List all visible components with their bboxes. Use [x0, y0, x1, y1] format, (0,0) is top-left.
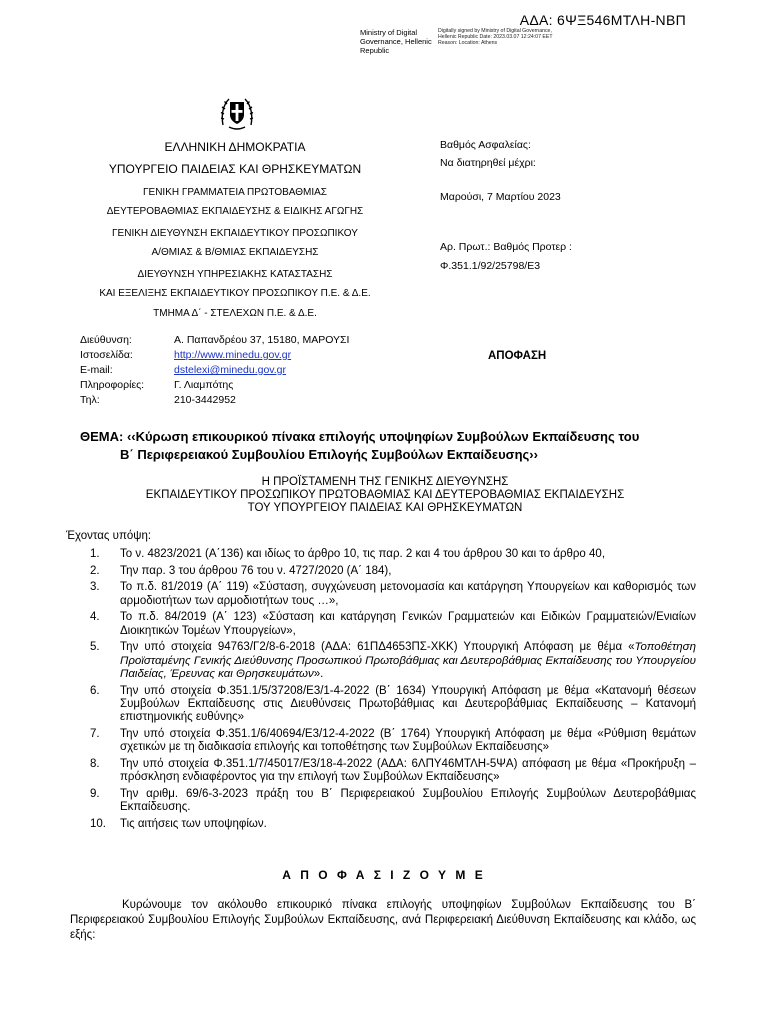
list-item [90, 565, 696, 578]
contact-label: Τηλ: [80, 394, 100, 406]
service-line-1: ΔΙΕΥΘΥΝΣΗ ΥΠΗΡΕΣΙΑΚΗΣ ΚΑΤΑΣΤΑΣΗΣ [137, 269, 333, 280]
retention-label: Να διατηρηθεί μέχρι: [440, 157, 536, 169]
list-text: Το π.δ. 84/2019 (Α΄ 123) «Σύσταση και κατάργηση Γενικών Γραμματειών και Ειδικών Γραμματειών/Ενιαίων Διοικητικών Τομέων Υπουργείων», [120, 611, 696, 637]
director-line-2: ΕΚΠΑΙΔΕΥΤΙΚΟΥ ΠΡΟΣΩΠΙΚΟΥ ΠΡΩΤΟΒΑΘΜΙΑΣ ΚΑΙ ΔΕΥΤΕΡΟΒΑΘΜΙΑΣ ΕΚΠΑΙΔΕΥΣΗΣ [145, 489, 625, 501]
website-link[interactable]: http://www.minedu.gov.gr [174, 349, 292, 361]
list-text: Την υπό στοιχεία 94763/Γ2/8-6-2018 (ΑΔΑ: 61ΠΔ4653ΠΣ-ΧΚΚ) Υπουργική Απόφαση με θέμα « [120, 641, 635, 654]
secretariat-line-1: ΓΕΝΙΚΗ ΓΡΑΜΜΑΤΕΙΑ ΠΡΩΤΟΒΑΘΜΙΑΣ [143, 187, 327, 198]
subject-line-1: ΘΕΜΑ: ‹‹Κύρωση επικουρικού πίνακα επιλογής υποψηφίων Συμβούλων Εκπαίδευσης του [80, 429, 640, 444]
directorate-line-1: ΓΕΝΙΚΗ ΔΙΕΥΘΥΝΣΗ ΕΚΠΑΙΔΕΥΤΙΚΟΥ ΠΡΟΣΩΠΙΚΟΥ [112, 228, 358, 239]
contact-row-email [80, 364, 349, 379]
ada-code: ΑΔΑ: 6ΨΞ546ΜΤΛΗ-ΝΒΠ [519, 12, 686, 28]
place-date: Μαρούσι, 7 Μαρτίου 2023 [440, 191, 561, 203]
security-label: Βαθμός Ασφαλείας: [440, 139, 531, 151]
contact-row-address [80, 334, 349, 349]
document-type: ΑΠΟΦΑΣΗ [488, 350, 547, 362]
list-text: Τις αιτήσεις των υποψηφίων. [120, 817, 267, 830]
list-number: 6. [90, 684, 100, 697]
contact-row-website [80, 349, 349, 364]
list-number: 1. [90, 548, 100, 560]
contact-info [80, 334, 349, 409]
director-line-3: ΤΟΥ ΥΠΟΥΡΓΕΙΟΥ ΠΑΙΔΕΙΑΣ ΚΑΙ ΘΡΗΣΚΕΥΜΑΤΩΝ [247, 502, 523, 514]
email-link[interactable]: dstelexi@minedu.gov.gr [174, 364, 287, 376]
list-text: Την αριθμ. 69/6-3-2023 πράξη του Β΄ Περιφερειακού Συμβουλίου Επιλογής Συμβούλων Δευτεροβάθμιας Εκπαίδευσης. [120, 787, 696, 814]
contact-label: Πληροφορίες: [80, 379, 145, 391]
list-text: Την υπό στοιχεία Φ.351.1/7/45017/Ε3/18-4-2022 (ΑΔΑ: 6ΛΠΥ46ΜΤΛΗ-5ΨΑ) απόφαση με θέμα «Προκήρυξη – πρόσκληση ενδιαφέροντος για την επιλογή των Συμβούλων Εκπαίδευσης» [120, 757, 696, 784]
list-item [90, 685, 696, 725]
subject [80, 428, 695, 464]
protocol-label: Αρ. Πρωτ.: Βαθμός Προτερ : [440, 241, 572, 253]
list-text: Την υπό στοιχεία Φ.351.1/5/37208/Ε3/1-4-2022 (Β΄ 1634) Υπουργική Απόφαση με θέμα «Κατανομή θέσεων Συμβούλων Εκπαίδευσης στις Διευθύνσεις Πρωτοβάθμιας και Δευτεροβάθμιας Εκπαίδευσης – Κατανομή επιστημονικής ευθύνης» [120, 684, 696, 724]
department-block [50, 304, 420, 323]
ministry-title: ΥΠΟΥΡΓΕΙΟ ΠΑΙΔΕΙΑΣ ΚΑΙ ΘΡΗΣΚΕΥΜΑΤΩΝ [108, 162, 362, 176]
contact-value: Γ. Λιαμπότης [174, 379, 234, 391]
director-title [60, 476, 710, 515]
subject-line-2: Β΄ Περιφερειακού Συμβουλίου Επιλογής Συμβούλων Εκπαίδευσης›› [120, 447, 538, 462]
republic-title: ΕΛΛΗΝΙΚΗ ΔΗΜΟΚΡΑΤΙΑ [164, 140, 306, 154]
list-number: 4. [90, 611, 100, 624]
list-text: Την παρ. 3 του άρθρου 76 του ν. 4727/2020 (Α΄ 184), [120, 564, 392, 577]
service-block [50, 265, 420, 303]
list-number: 8. [90, 757, 100, 770]
department-line: ΤΜΗΜΑ Δ΄ - ΣΤΕΛΕΧΩΝ Π.Ε. & Δ.Ε. [153, 308, 317, 319]
list-text: Την υπό στοιχεία Φ.351.1/6/40694/Ε3/12-4-2022 (Β΄ 1764) Υπουργική Απόφαση με θέμα «Ρύθμιση θεμάτων σχετικών με τη διαδικασία επιλογής και τοποθέτησης των Συμβούλων Εκπαίδευσης» [120, 727, 696, 754]
final-paragraph: Κυρώνουμε τον ακόλουθο επικουρικό πίνακα επιλογής υποψηφίων Συμβούλων Εκπαίδευσης του Β΄ Περιφερειακού Συμβουλίου Επιλογής Συμβούλων Εκπαίδευσης, ανά Περιφερειακή Διεύθυνση Εκπαίδευσης και κλάδο, ως εξής: [70, 899, 696, 941]
list-text-end: ». [313, 667, 324, 680]
considerations-list [90, 548, 696, 835]
considering-label: Έχοντας υπόψη: [66, 530, 152, 542]
contact-label: Ιστοσελίδα: [80, 349, 133, 361]
list-text-italic: Τοποθέτηση Προϊσταμένης Γενικής Διεύθυνσης Προσωπικού Πρωτοβάθμιας και Δευτεροβάθμιας Εκπαίδευσης του Υπουργείου Παιδείας, Έρευνας και Θρησκευμάτων [120, 641, 696, 680]
list-item [90, 728, 696, 755]
list-text: Το π.δ. 81/2019 (Α΄ 119) «Σύσταση, συγχώνευση μετονομασία και κατάργηση Υπουργείων και καθορισμός των αρμοδιοτήτων των αρμοδιοτήτων τους …», [120, 581, 696, 607]
contact-value: Α. Παπανδρέου 37, 15180, ΜΑΡΟΥΣΙ [174, 334, 350, 346]
service-line-2: ΚΑΙ ΕΞΕΛΙΞΗΣ ΕΚΠΑΙΔΕΥΤΙΚΟΥ ΠΡΟΣΩΠΙΚΟΥ Π.Ε. & Δ.Ε. [99, 288, 371, 299]
contact-row-info [80, 379, 349, 394]
protocol-number: Φ.351.1/92/25798/Ε3 [440, 260, 541, 272]
directorate-line-2: Α/ΘΜΙΑΣ & Β/ΘΜΙΑΣ ΕΚΠΑΙΔΕΥΣΗΣ [151, 247, 319, 258]
decision-heading: Α Π Ο Φ Α Σ Ι Ζ Ο Υ Μ Ε [282, 868, 486, 882]
list-number: 3. [90, 581, 100, 594]
contact-label: Διεύθυνση: [80, 334, 132, 346]
list-item [90, 788, 696, 815]
list-number: 5. [90, 641, 100, 654]
list-item [90, 641, 696, 681]
greek-emblem-icon [219, 95, 255, 131]
list-number: 9. [90, 787, 100, 800]
list-item [90, 548, 696, 561]
list-number: 10. [90, 817, 106, 830]
contact-label: E-mail: [80, 364, 113, 376]
header-block [50, 136, 420, 180]
directorate-block [50, 224, 420, 262]
contact-row-phone [80, 394, 349, 409]
list-text: Το ν. 4823/2021 (Α΄136) και ιδίως το άρθρο 10, τις παρ. 2 και 4 του άρθρου 30 και το άρθρο 40, [120, 548, 606, 560]
list-item [90, 818, 696, 831]
list-item [90, 758, 696, 785]
list-number: 7. [90, 727, 100, 740]
director-line-1: Η ΠΡΟΪΣΤΑΜΕΝΗ ΤΗΣ ΓΕΝΙΚΗΣ ΔΙΕΥΘΥΝΣΗΣ [261, 476, 509, 488]
signature-signer: Ministry of Digital Governance, Hellenic Republic [360, 28, 432, 55]
contact-value: 210-3442952 [174, 394, 236, 406]
signature-details: Digitally signed by Ministry of Digital Governance, Hellenic Republic Date: 2023.03.07 12:24:07 EET Reason: Location: Athens [438, 28, 553, 47]
list-item [90, 611, 696, 638]
secretariat-block [50, 183, 420, 221]
list-item [90, 581, 696, 608]
secretariat-line-2: ΔΕΥΤΕΡΟΒΑΘΜΙΑΣ ΕΚΠΑΙΔΕΥΣΗΣ & ΕΙΔΙΚΗΣ ΑΓΩΓΗΣ [106, 206, 364, 217]
list-number: 2. [90, 564, 100, 577]
